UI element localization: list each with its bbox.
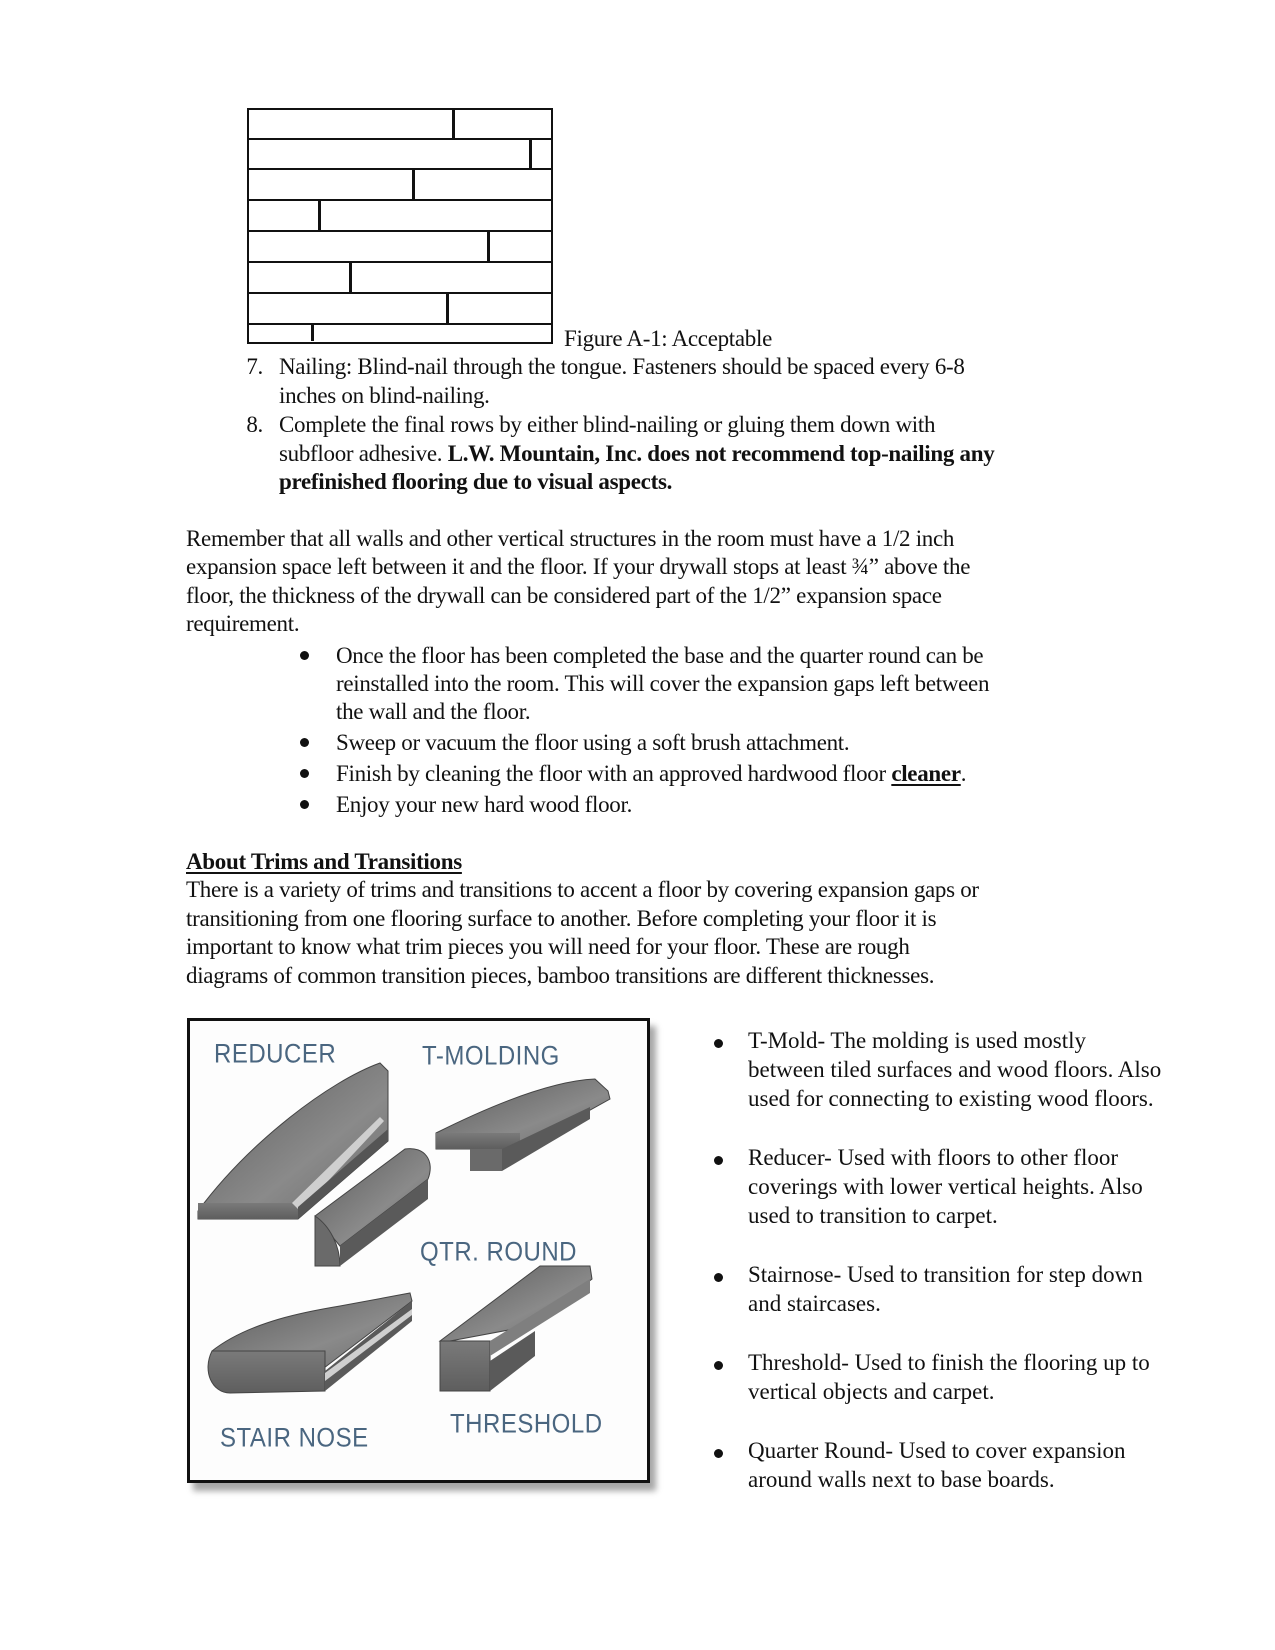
bullet-line: Enjoy your new hard wood floor. — [336, 792, 633, 817]
plank-joint — [529, 140, 532, 168]
bullet-line: Reducer- Used with floors to other floor — [748, 1145, 1118, 1170]
paragraph-line: Remember that all walls and other vertical structures in the room must have a 1/2 inch — [186, 526, 955, 551]
bullet-line: around walls next to base boards. — [748, 1467, 1055, 1492]
bullet-icon — [300, 738, 309, 747]
threshold-piece-icon — [440, 1266, 592, 1391]
stair-nose-label: STAIR NOSE — [220, 1423, 369, 1454]
bullet-icon — [714, 1156, 723, 1165]
paragraph-line: requirement. — [186, 611, 300, 636]
plank-joint — [452, 110, 455, 138]
warning-text: prefinished flooring due to visual aspects. — [279, 469, 673, 494]
t-molding-piece-icon — [436, 1079, 610, 1171]
bullet-line: Once the floor has been completed the base and the quarter round can be — [336, 643, 984, 668]
trim-pieces-figure — [187, 1018, 650, 1483]
plank-row — [249, 325, 551, 341]
plank-joint — [487, 232, 490, 261]
plank-joint — [311, 325, 314, 341]
plank-joint — [446, 294, 449, 323]
figure-a1-floor-diagram — [247, 108, 553, 344]
bullet-icon — [300, 800, 309, 809]
plank-row — [249, 232, 551, 263]
reducer-label: REDUCER — [214, 1039, 337, 1070]
bullet-line: reinstalled into the room. This will cover the expansion gaps left between — [336, 671, 990, 696]
bullet-line: used for connecting to existing wood floors. — [748, 1086, 1154, 1111]
threshold-label: THRESHOLD — [450, 1409, 603, 1440]
paragraph-line: There is a variety of trims and transitions to accent a floor by covering expansion gaps or — [186, 877, 979, 902]
paragraph-line: transitioning from one flooring surface to another. Before completing your floor it is — [186, 906, 937, 931]
section-heading: About Trims and Transitions — [186, 849, 462, 874]
bullet-icon — [714, 1449, 723, 1458]
bullet-line: used to transition to carpet. — [748, 1203, 998, 1228]
paragraph-line: floor, the thickness of the drywall can be considered part of the 1/2” expansion space — [186, 583, 942, 608]
figure-caption: Figure A-1: Acceptable — [564, 326, 773, 351]
bullet-text: . — [960, 761, 967, 786]
bullet-line: Quarter Round- Used to cover expansion — [748, 1438, 1126, 1463]
plank-joint — [412, 170, 415, 199]
bullet-text: Finish by cleaning the floor with an approved hardwood floor — [336, 761, 892, 786]
paragraph-line: diagrams of common transition pieces, bamboo transitions are different thicknesses. — [186, 963, 935, 988]
plank-row — [249, 263, 551, 294]
bullet-line: T-Mold- The molding is used mostly — [748, 1028, 1086, 1053]
bullet-line: between tiled surfaces and wood floors. Also — [748, 1057, 1162, 1082]
bullet-line: Threshold- Used to finish the flooring up to — [748, 1350, 1150, 1375]
stair-nose-piece-icon — [208, 1293, 412, 1393]
bullet-line: Stairnose- Used to transition for step down — [748, 1262, 1143, 1287]
qtr-round-label: QTR. ROUND — [420, 1237, 577, 1268]
bullet-line: coverings with lower vertical heights. Also — [748, 1174, 1143, 1199]
cleaner-link[interactable]: cleaner — [891, 761, 961, 786]
step-line: Complete the final rows by either blind-nailing or gluing them down with — [279, 412, 936, 437]
bullet-line: the wall and the floor. — [336, 699, 531, 724]
plank-row — [249, 294, 551, 325]
paragraph-line: important to know what trim pieces you will need for your floor. These are rough — [186, 934, 910, 959]
bullet-icon — [300, 651, 309, 660]
warning-text: L.W. Mountain, Inc. does not recommend top-nailing any — [447, 441, 995, 466]
plank-joint — [318, 201, 321, 230]
plank-row — [249, 201, 551, 232]
step-line: inches on blind-nailing. — [279, 383, 490, 408]
step-line — [279, 440, 994, 468]
plank-row — [249, 170, 551, 201]
bullet-icon — [300, 769, 309, 778]
bullet-icon — [714, 1361, 723, 1370]
bullet-line: and staircases. — [748, 1291, 881, 1316]
plank-row — [249, 140, 551, 170]
bullet-icon — [714, 1039, 723, 1048]
bullet-line — [336, 760, 966, 788]
bullet-icon — [714, 1273, 723, 1282]
step-number: 7. — [246, 354, 263, 379]
step-line: Nailing: Blind-nail through the tongue. Fasteners should be spaced every 6-8 — [279, 354, 965, 379]
paragraph-line: expansion space left between it and the floor. If your drywall stops at least ¾” above the — [186, 554, 971, 579]
plank-joint — [349, 263, 352, 292]
step-number: 8. — [246, 412, 263, 437]
step-text: subfloor adhesive. — [279, 441, 448, 466]
bullet-line: vertical objects and carpet. — [748, 1379, 995, 1404]
t-molding-label: T-MOLDING — [422, 1041, 560, 1072]
bullet-line: Sweep or vacuum the floor using a soft brush attachment. — [336, 730, 850, 755]
plank-row — [249, 110, 551, 140]
